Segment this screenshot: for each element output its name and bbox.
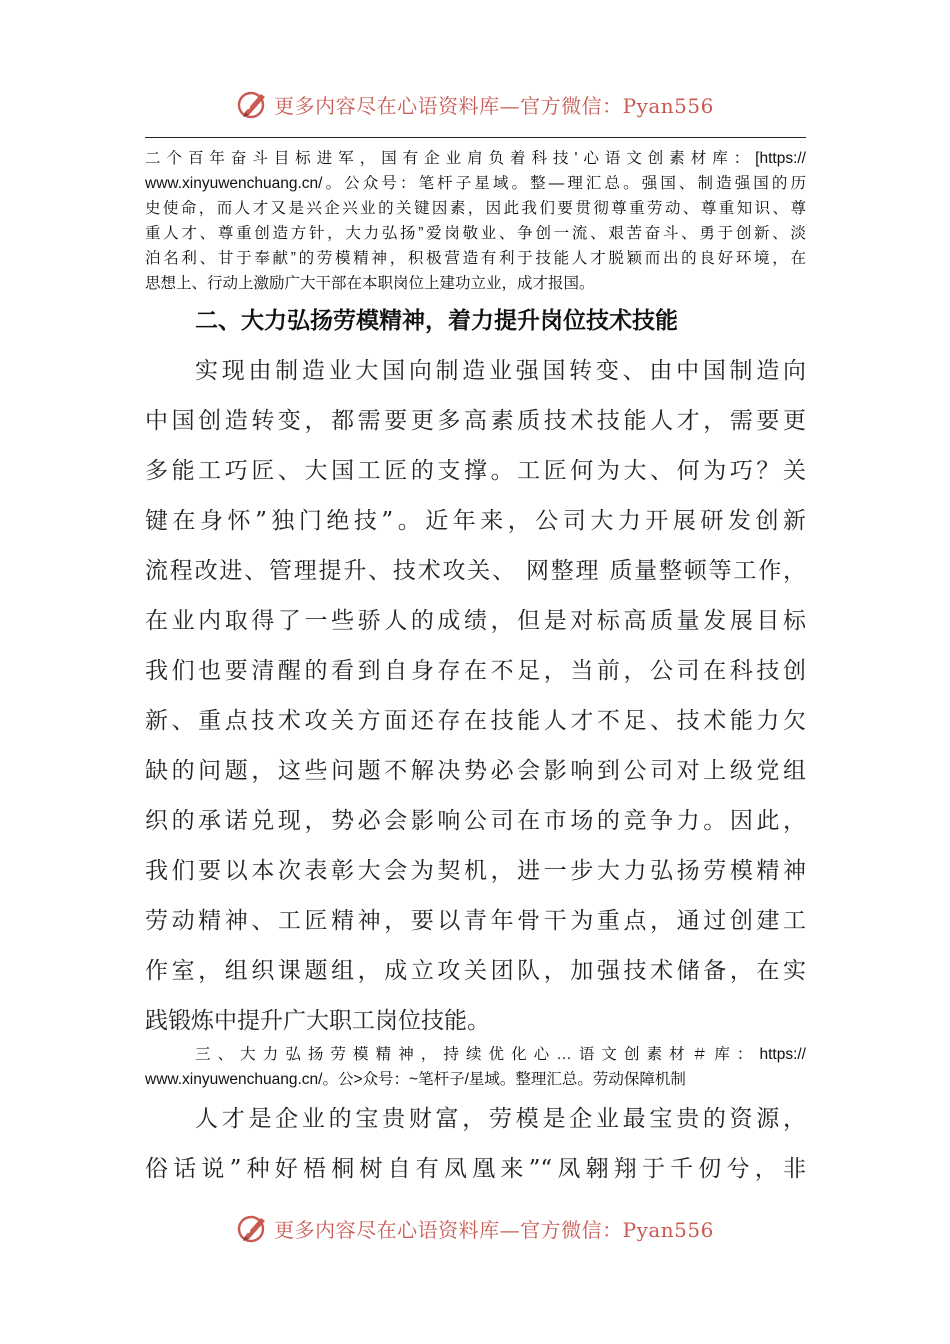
header-banner-text: 更多内容尽在心语资料库—官方微信：Pyan556 xyxy=(274,93,714,118)
body-line: 我们也要清醒的看到自身存在不足，当前，公司在科技创 xyxy=(145,658,806,684)
section-two-heading: 二、大力弘扬劳模精神，着力提升岗位技术技能 xyxy=(195,308,678,334)
body-line: 作室，组织课题组，成立攻关团队，加强技术储备，在实 xyxy=(145,958,806,984)
intro-line: 重人才、尊重创造方针，大力弘扬”爱岗敬业、争创一流、艰苦奋斗、勇于创新、淡 xyxy=(145,225,806,242)
body-line: 人才是企业的宝贵财富，劳模是企业最宝贵的资源， xyxy=(195,1106,806,1132)
header-banner xyxy=(0,84,950,124)
body-line: 缺的问题，这些问题不解决势必会影响到公司对上级党组 xyxy=(145,758,806,784)
section-two-body xyxy=(145,346,806,1046)
section-three-line: www.xinyuwenchuang.cn/。公>众号：~笔杆子/星域。整理汇总。劳动保障机制 xyxy=(145,1071,686,1088)
body-line: 践锻炼中提升广大职工岗位技能。 xyxy=(145,1008,490,1034)
body-line: 织的承诺兑现，势必会影响公司在市场的竞争力。因此， xyxy=(145,808,806,834)
footer-banner-text: 更多内容尽在心语资料库—官方微信：Pyan556 xyxy=(274,1217,714,1242)
body-line: 新、重点技术攻关方面还存在技能人才不足、技术能力欠 xyxy=(145,708,806,734)
intro-line: www.xinyuwenchuang.cn/。公众号：笔杆子星域。整—理汇总。强国、制造强国的历 xyxy=(145,175,806,192)
footer-banner xyxy=(0,1208,950,1248)
body-line: 俗话说”种好梧桐树自有凤凰来”“凤翱翔于千仞兮，非 xyxy=(145,1156,806,1182)
body-line: 我们要以本次表彰大会为契机，进一步大力弘扬劳模精神 xyxy=(145,858,806,884)
body-line: 流程改进、管理提升、技术攻关、 网整理 质量整顿等工作， xyxy=(145,558,806,584)
intro-line: 史使命，而人才又是兴企兴业的关键因素，因此我们要贯彻尊重劳动、尊重知识、尊 xyxy=(145,200,806,217)
intro-paragraph xyxy=(145,146,806,296)
intro-line: 思想上、行动上激励广大干部在本职岗位上建功立业，成才报国。 xyxy=(145,275,595,292)
section-three-line: 三、大力弘扬劳模精神，持续优化心…语文创素材＃库：https:// xyxy=(195,1046,806,1063)
pen-circle-logo-icon xyxy=(236,87,270,121)
body-line: 劳动精神、工匠精神，要以青年骨干为重点，通过创建工 xyxy=(145,908,806,934)
body-line: 多能工巧匠、大国工匠的支撑。工匠何为大、何为巧？关 xyxy=(145,458,806,484)
body-line: 键在身怀”独门绝技”。近年来，公司大力开展研发创新 xyxy=(145,508,806,534)
pen-circle-logo-icon xyxy=(236,1211,270,1245)
header-divider xyxy=(145,137,806,138)
body-line: 实现由制造业大国向制造业强国转变、由中国制造向 xyxy=(195,358,806,384)
intro-line: 泊名利、甘于奉献”的劳模精神，积极营造有利于技能人才脱颖而出的良好环境，在 xyxy=(145,250,806,267)
section-three-paragraph xyxy=(145,1042,806,1092)
body-line: 在业内取得了一些骄人的成绩，但是对标高质量发展目标 xyxy=(145,608,806,634)
closing-paragraph xyxy=(145,1094,806,1194)
body-line: 中国创造转变，都需要更多高素质技术技能人才，需要更 xyxy=(145,408,806,434)
intro-line: 二个百年奋斗目标进军，国有企业肩负着科技'心语文创素材库：[https:// xyxy=(145,150,806,167)
